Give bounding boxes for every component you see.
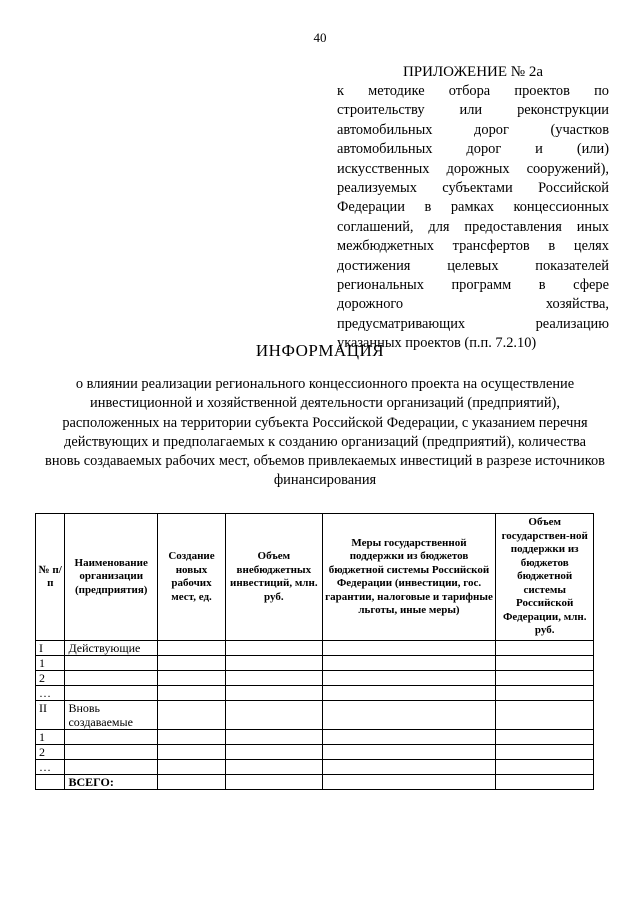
cell-support-volume[interactable] [496,760,594,775]
header-support-measures: Меры государственной поддержки из бюджетов бюджетной системы Российской Федерации (инвестиции, гос. гарантии, налоговые и тарифные льготы, иные меры) [322,514,496,641]
row-name[interactable] [65,656,157,671]
table-header-row [36,514,594,641]
row-number: … [36,760,65,775]
appendix-line: автомобильных дорог и (или) [337,141,609,158]
page-number: 40 [313,30,327,45]
cell-new-jobs[interactable] [157,701,225,730]
row-name[interactable] [65,760,157,775]
cell-support-measures[interactable] [322,701,496,730]
cell-support-volume[interactable] [496,686,594,701]
information-table [35,513,594,790]
row-name[interactable] [65,671,157,686]
cell-support-volume[interactable] [496,641,594,656]
appendix-line: дорожного хозяйства, [337,296,609,313]
row-number: 2 [36,745,65,760]
row-name[interactable] [65,730,157,745]
appendix-line: к методике отбора проектов по [337,83,609,99]
appendix-line: достижения целевых показателей [337,257,609,274]
cell-support-volume[interactable] [496,745,594,760]
table-row-total [36,775,594,790]
table-row [36,760,594,775]
appendix-title: ПРИЛОЖЕНИЕ № 2а [402,64,544,80]
row-number: 2 [36,671,65,686]
cell-investment[interactable] [226,641,323,656]
table-row [36,671,594,686]
table-row [36,745,594,760]
row-name[interactable] [65,745,157,760]
cell-new-jobs[interactable] [157,641,225,656]
table-row [36,730,594,745]
appendix-body [337,82,609,354]
cell-new-jobs[interactable] [157,775,225,790]
cell-support-measures[interactable] [322,656,496,671]
cell-investment[interactable] [226,701,323,730]
row-number: 1 [36,656,65,671]
appendix-line: Федерации в рамках концессионных [337,199,609,216]
header-support-volume: Объем государствен-ной поддержки из бюджетов бюджетной системы Российской Федерации, млн. руб. [496,514,594,641]
appendix-line: региональных программ в сфере [337,277,609,294]
document-subtitle: о влиянии реализации регионального концессионного проекта на осуществление инвестиционной и хозяйственной деятельности организаций (предприятий), расположенных на территории субъекта Российской Федерации, с указанием перечня действующих и предполагаемых к созданию организаций (предприятий), количества вновь создаваемых рабочих мест, объемов привлекаемых инвестиций в разрезе источников финансирования [45,376,605,489]
appendix-line: предусматривающих реализацию [337,315,609,332]
row-number: II [36,701,65,730]
table-row [36,641,594,656]
row-name: Действующие [65,641,157,656]
cell-support-measures[interactable] [322,760,496,775]
document-title: ИНФОРМАЦИЯ [255,341,385,360]
header-organization: Наименование организации (предприятия) [65,514,157,641]
cell-support-measures[interactable] [322,671,496,686]
row-name: Вновь создаваемые [65,701,157,730]
cell-new-jobs[interactable] [157,686,225,701]
row-number [36,775,65,790]
cell-investment[interactable] [226,730,323,745]
table-row [36,701,594,730]
row-number: … [36,686,65,701]
appendix-block [337,62,609,354]
appendix-line: указанных проектов (п.п. 7.2.10) [337,335,537,352]
cell-support-measures[interactable] [322,745,496,760]
appendix-line: межбюджетных трансфертов в целях [337,238,609,255]
cell-investment[interactable] [226,745,323,760]
header-new-jobs: Создание новых рабочих мест, ед. [157,514,225,641]
cell-investment[interactable] [226,671,323,686]
appendix-line: искусственных дорожных сооружений), [337,160,609,177]
row-name: ВСЕГО: [65,775,157,790]
cell-new-jobs[interactable] [157,745,225,760]
cell-new-jobs[interactable] [157,656,225,671]
cell-support-volume[interactable] [496,730,594,745]
cell-new-jobs[interactable] [157,730,225,745]
appendix-line: реализуемых субъектами Российской [337,180,609,197]
row-number: 1 [36,730,65,745]
table-row [36,656,594,671]
cell-new-jobs[interactable] [157,671,225,686]
cell-new-jobs[interactable] [157,760,225,775]
cell-support-measures[interactable] [322,730,496,745]
cell-support-volume[interactable] [496,656,594,671]
header-extrabudgetary-investment: Объем внебюджетных инвестиций, млн. руб. [226,514,323,641]
table-row [36,686,594,701]
appendix-line: строительству или реконструкции [337,102,609,119]
cell-investment[interactable] [226,656,323,671]
cell-investment[interactable] [226,760,323,775]
appendix-line: автомобильных дорог (участков [337,121,609,138]
cell-support-volume[interactable] [496,671,594,686]
row-number: I [36,641,65,656]
cell-investment[interactable] [226,775,323,790]
cell-support-measures[interactable] [322,686,496,701]
cell-support-volume[interactable] [496,701,594,730]
cell-support-measures[interactable] [322,641,496,656]
cell-support-measures[interactable] [322,775,496,790]
cell-investment[interactable] [226,686,323,701]
row-name[interactable] [65,686,157,701]
cell-support-volume[interactable] [496,775,594,790]
header-number: № п/ п [36,514,65,641]
appendix-line: соглашений, для предоставления иных [337,218,609,235]
